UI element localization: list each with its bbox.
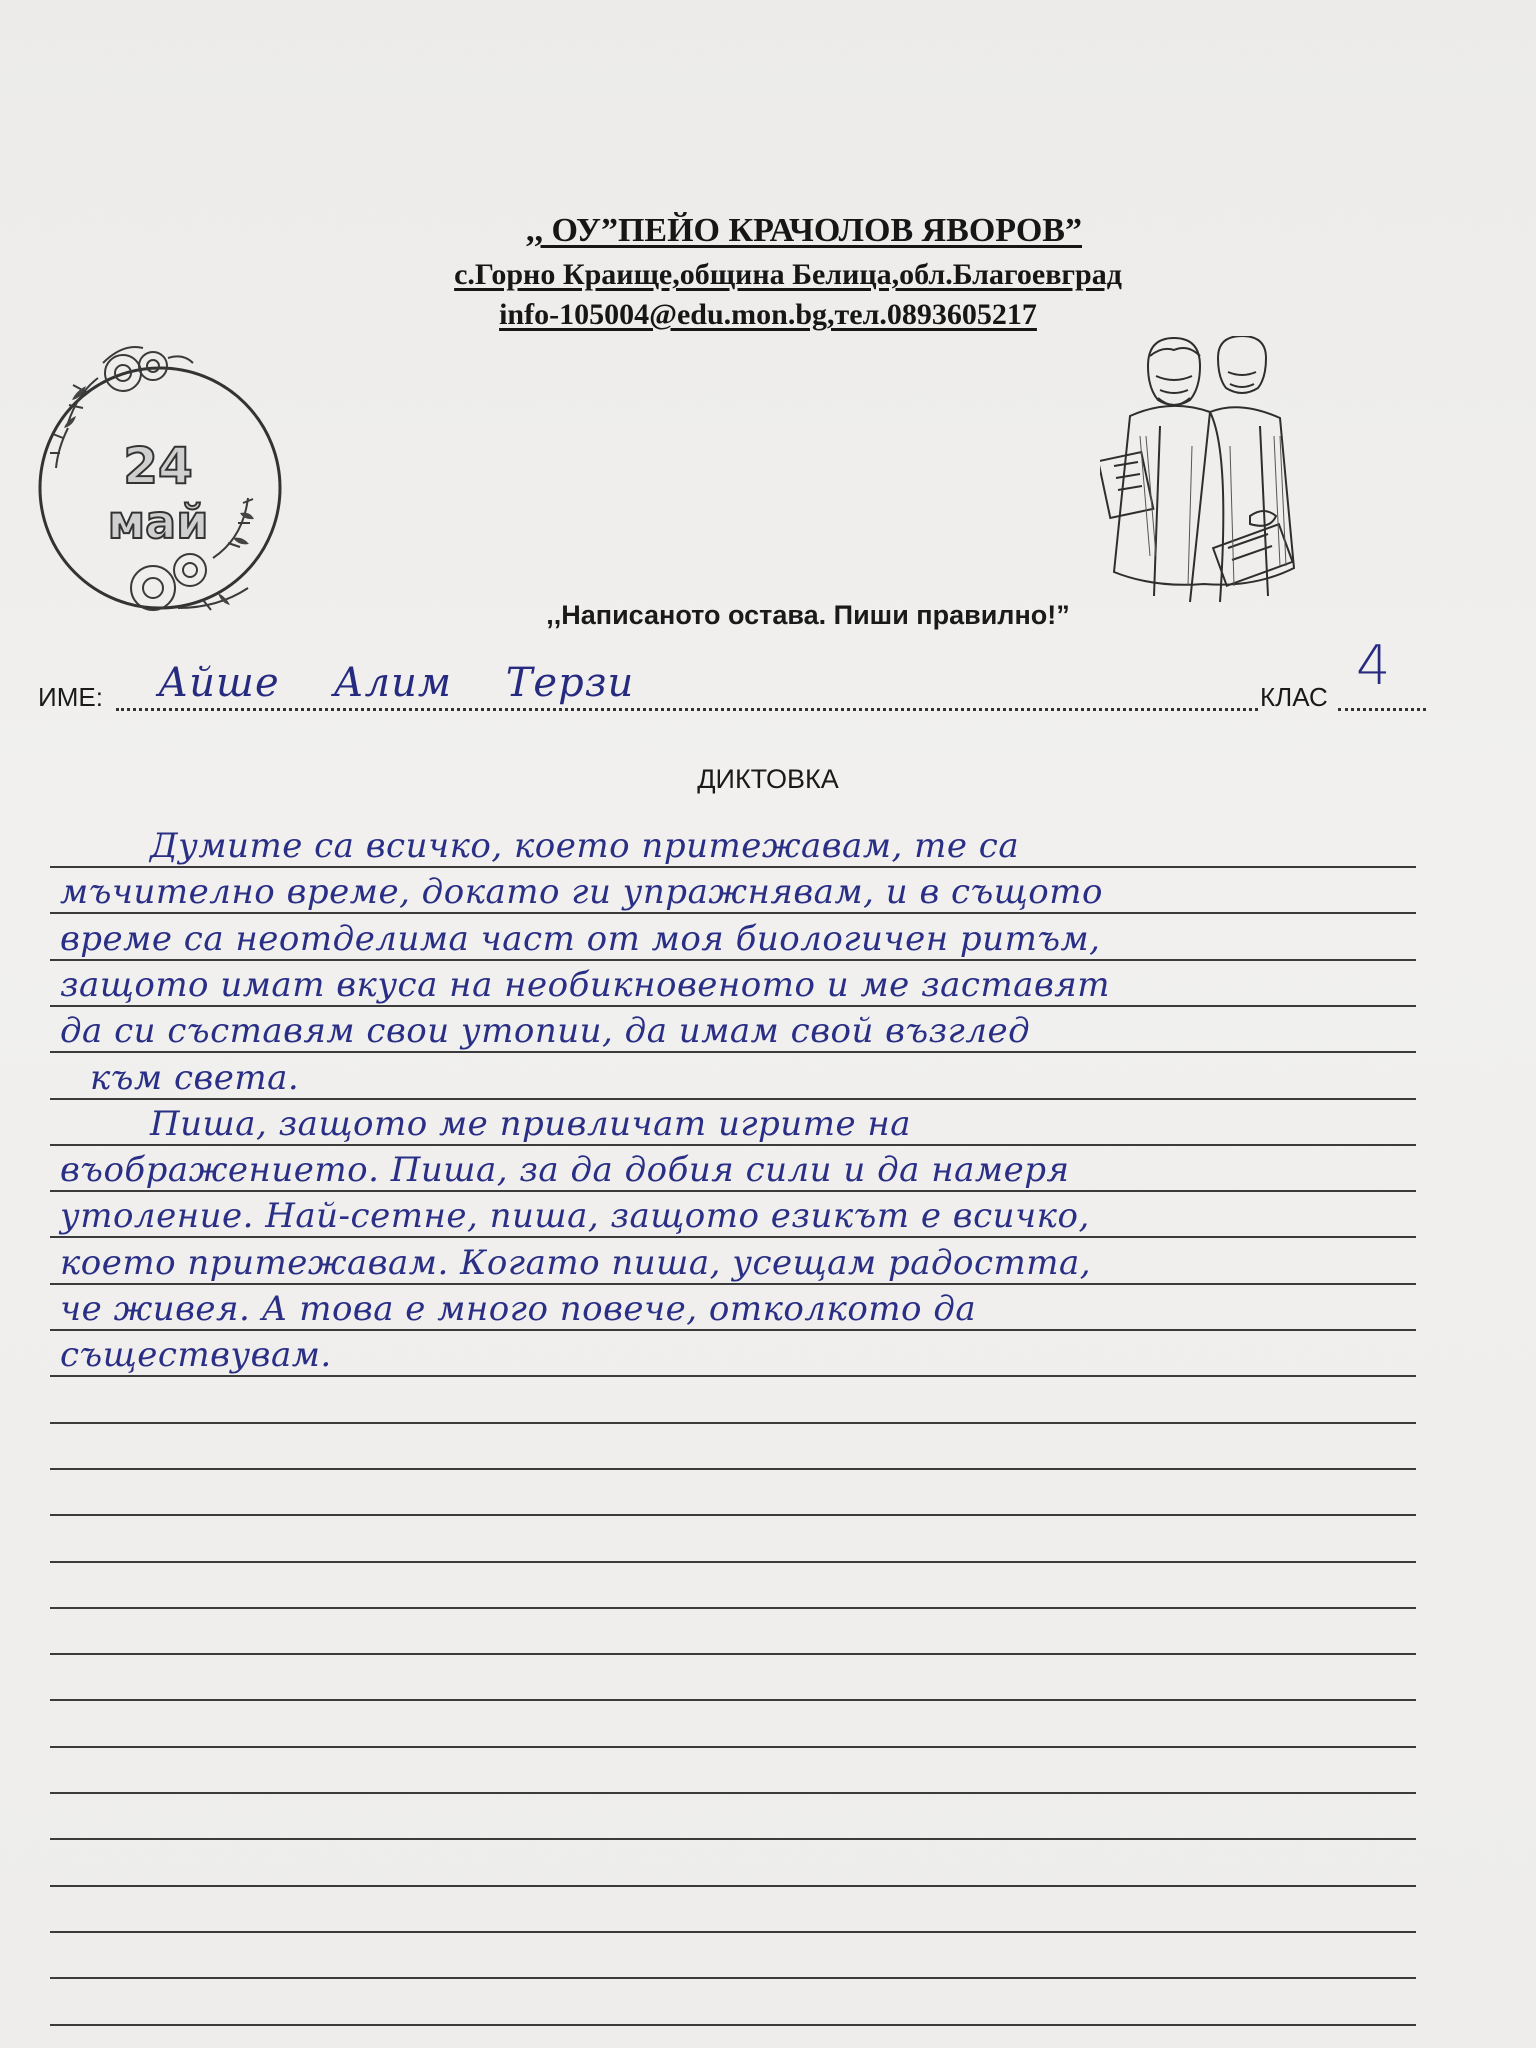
- ruled-line: [50, 1468, 1416, 1470]
- school-address: с.Горно Краище,община Белица,обл.Благоевград: [454, 258, 1122, 291]
- ruled-line: [50, 1375, 1416, 1377]
- ruled-line: [50, 1792, 1416, 1794]
- student-class: 4: [1356, 634, 1391, 697]
- ruled-line: [50, 1699, 1416, 1701]
- ruled-line: [50, 866, 1416, 868]
- dictation-line: защото имат вкуса на необикновеното и ме заставят: [60, 964, 1110, 1005]
- logo-month: май: [107, 495, 209, 549]
- ruled-line: [50, 1838, 1416, 1840]
- logo-day: 24: [123, 437, 193, 495]
- name-field[interactable]: [116, 708, 1258, 711]
- wreath-logo-icon: [28, 338, 298, 628]
- name-class-row: [38, 634, 1428, 728]
- ruled-line: [50, 1283, 1416, 1285]
- student-name: Айше Алим Терзи: [158, 660, 635, 706]
- ruled-line: [50, 1236, 1416, 1238]
- ruled-line: [50, 1653, 1416, 1655]
- dictation-line: Думите са всичко, което притежавам, те са: [150, 826, 1020, 866]
- dictation-line: време са неотделима част от моя биологичен ритъм,: [60, 918, 1101, 959]
- ruled-line: [50, 1190, 1416, 1192]
- dictation-line: към света.: [90, 1057, 300, 1098]
- class-label: КЛАС: [1260, 682, 1328, 712]
- ruled-line: [50, 959, 1416, 961]
- dictation-line: утоление. Най-сетне, пиша, защото езикът е всичко,: [60, 1196, 1090, 1237]
- ruled-line: [50, 912, 1416, 914]
- school-contact: info-105004@edu.mon.bg,тел.0893605217: [499, 298, 1037, 331]
- ruled-line: [50, 1005, 1416, 1007]
- motto: ,,Написаното остава. Пиши правилно!”: [546, 600, 1070, 630]
- ruled-line: [50, 1607, 1416, 1609]
- ruled-writing-area: [50, 818, 1416, 2048]
- section-title: ДИКТОВКА: [697, 764, 839, 794]
- ruled-line: [50, 1977, 1416, 1979]
- dictation-line: въображението. Пиша, за да добия сили и да намеря: [60, 1150, 1070, 1191]
- dictation-line: да си съставям свои утопии, да имам свой възглед: [60, 1011, 1031, 1052]
- ruled-line: [50, 1931, 1416, 1933]
- class-field[interactable]: [1338, 708, 1426, 711]
- ruled-line: [50, 1422, 1416, 1424]
- ruled-line: [50, 2024, 1416, 2026]
- dictation-line: че живея. А това е много повече, отколкото да: [60, 1289, 977, 1329]
- dictation-line: Пиша, защото ме привличат игрите на: [150, 1103, 912, 1144]
- dictation-line: което притежавам. Когато пиша, усещам радостта,: [60, 1242, 1092, 1283]
- ruled-line: [50, 1329, 1416, 1331]
- ruled-line: [50, 1746, 1416, 1748]
- ruled-line: [50, 1098, 1416, 1100]
- dictation-line: съществувам.: [60, 1335, 332, 1376]
- ruled-line: [50, 1144, 1416, 1146]
- saints-cyril-methodius-icon: [1100, 336, 1315, 608]
- ruled-line: [50, 1885, 1416, 1887]
- ruled-line: [50, 1561, 1416, 1563]
- name-label: ИМЕ:: [38, 682, 103, 712]
- school-name: ,, ОУ”ПЕЙО КРАЧОЛОВ ЯВОРОВ”: [525, 212, 1082, 249]
- dictation-line: мъчително време, докато ги упражнявам, и в същото: [60, 872, 1103, 913]
- ruled-line: [50, 1514, 1416, 1516]
- ruled-line: [50, 1051, 1416, 1053]
